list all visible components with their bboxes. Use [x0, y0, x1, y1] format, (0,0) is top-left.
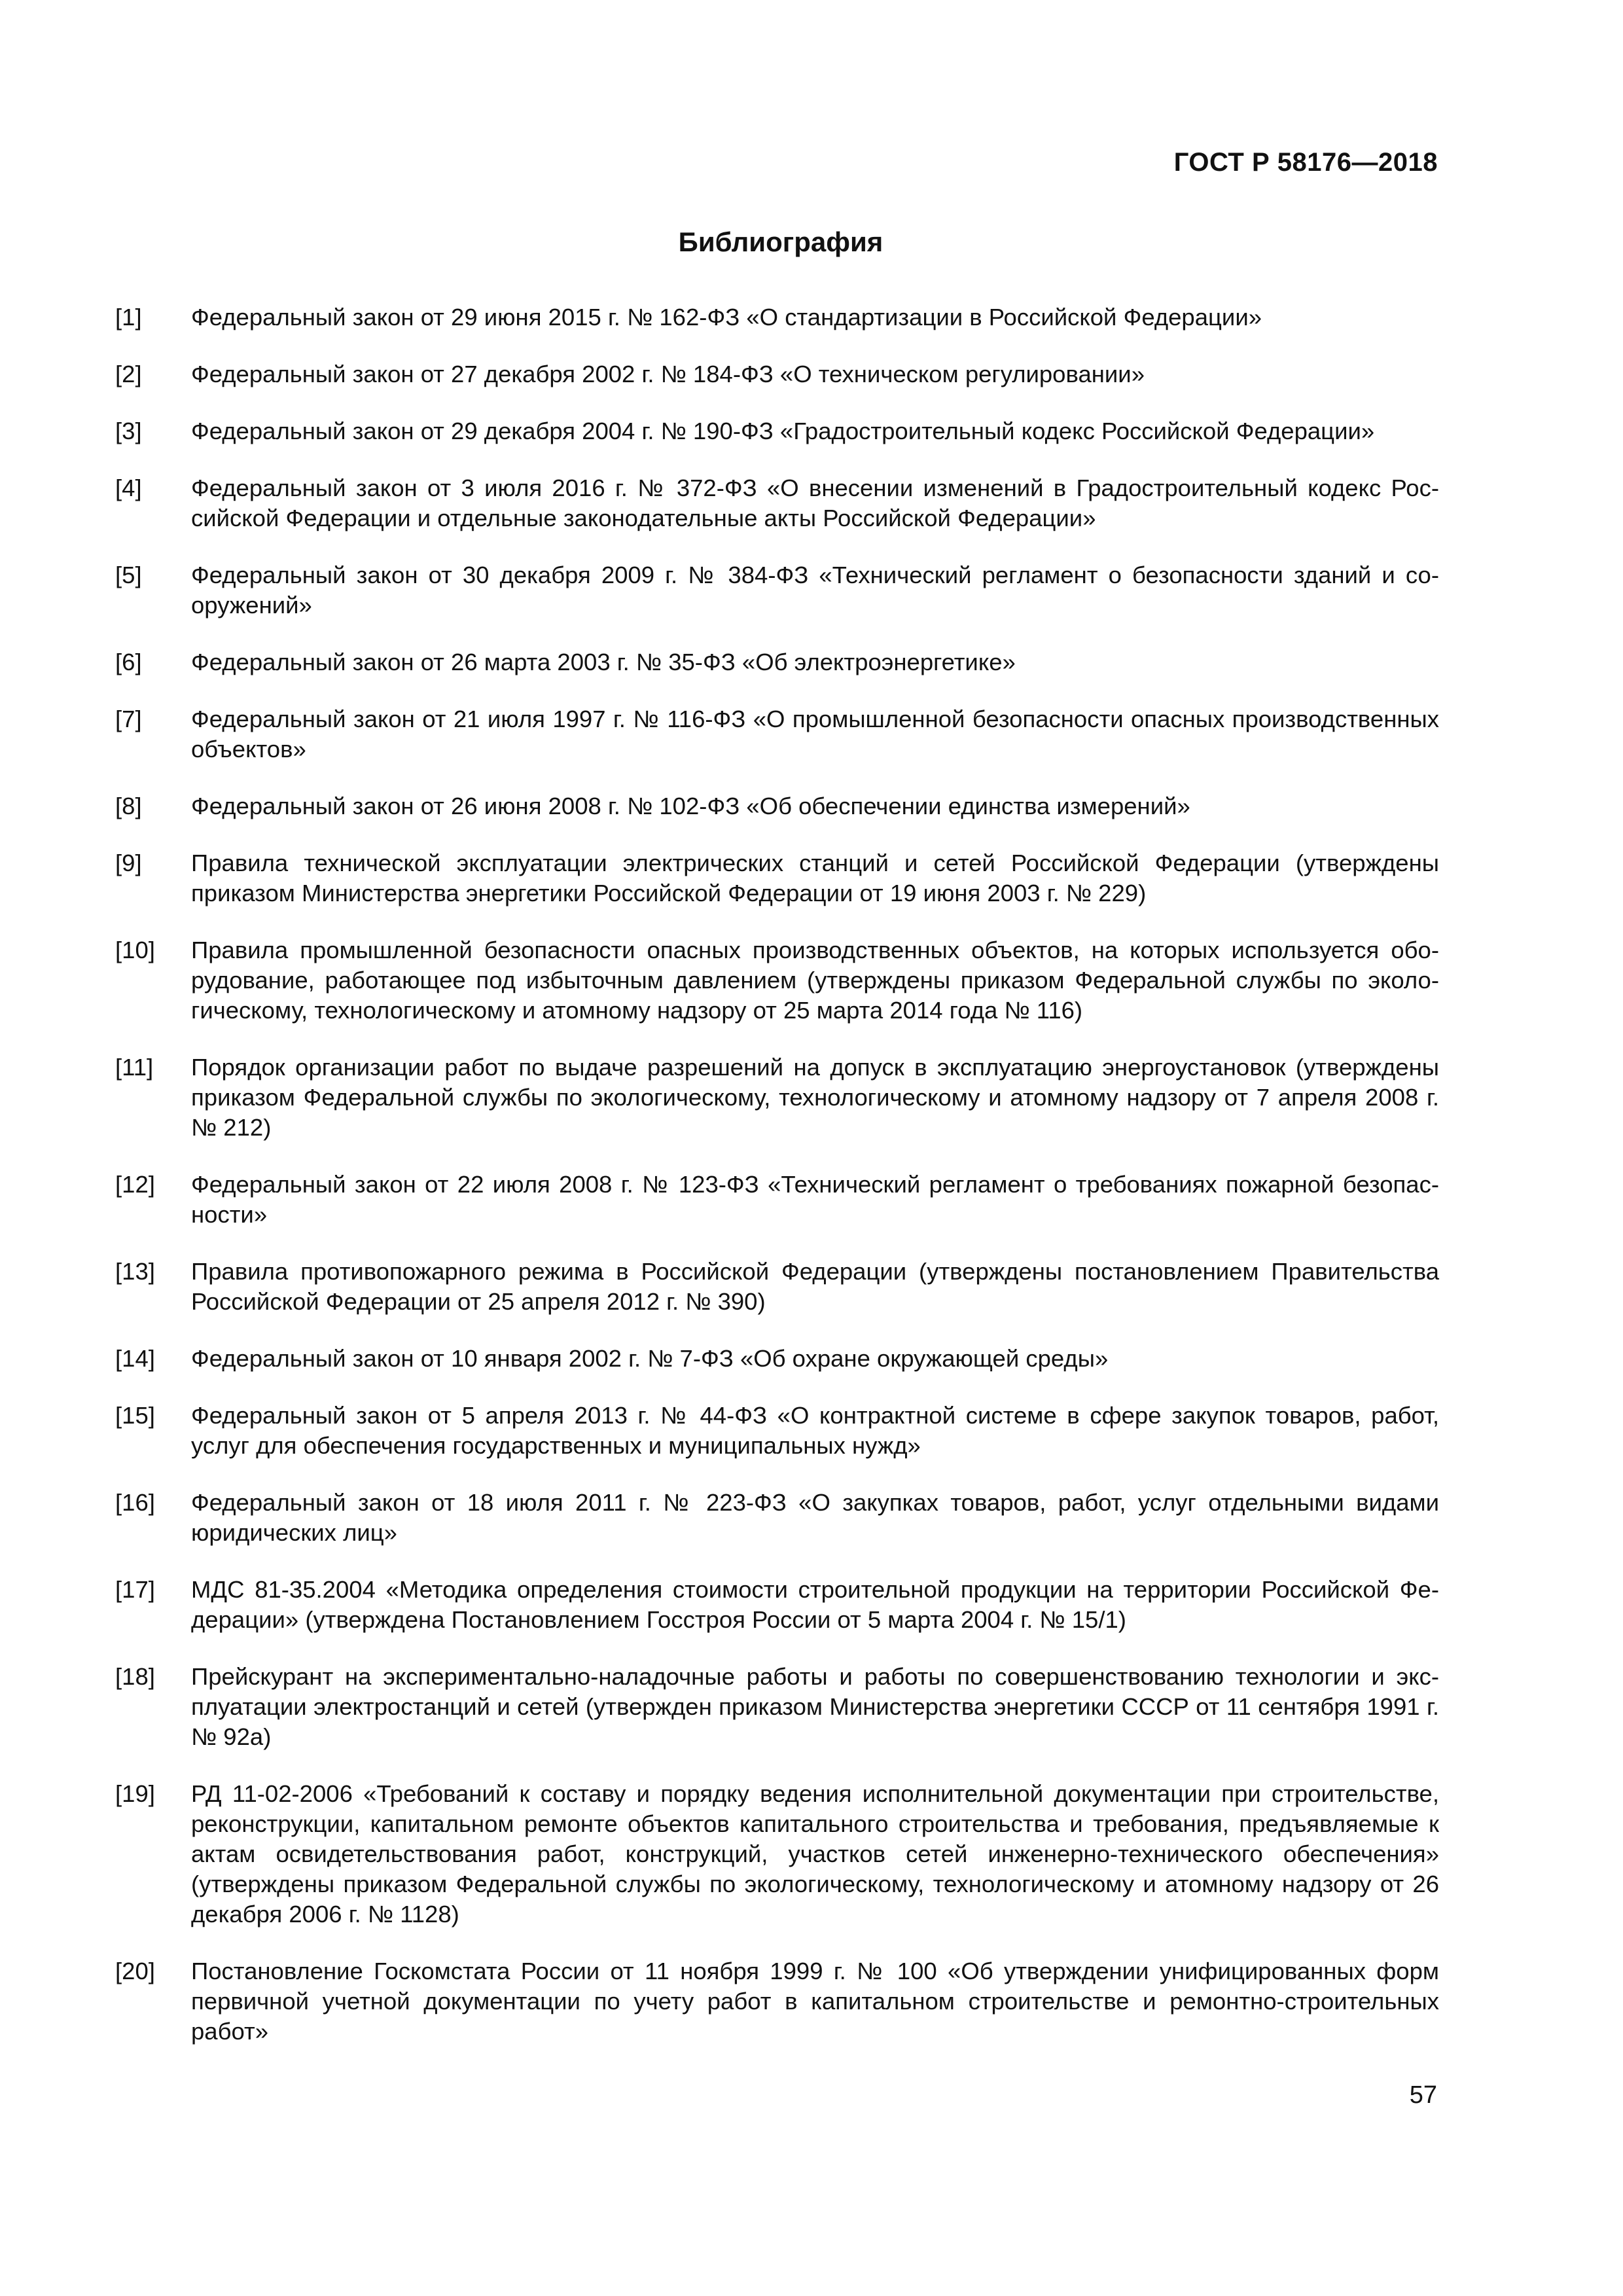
entry-number: [2] — [115, 361, 142, 387]
bibliography-entry — [115, 473, 1439, 533]
entry-text: Федеральный закон от 29 декабря 2004 г. № 190-ФЗ «Градостроительный кодекс Российской Федерации» — [191, 418, 1375, 444]
entry-number: [20] — [115, 1958, 155, 1984]
entry-text: Постановление Госкомстата России от 11 ноября 1999 г. № 100 «Об утверждении унифицированных форм первичной учетной документации по учету работ в капитальном строительстве и ремонтно-строительных работ» — [191, 1958, 1439, 2045]
entry-text: Федеральный закон от 30 декабря 2009 г. № 384-ФЗ «Технический регламент о безопасности зданий и сооружений» — [191, 562, 1439, 619]
entry-text: Правила технической эксплуатации электрических станций и сетей Российской Федерации (утверждены приказом Министерства энергетики Российской Федерации от 19 июня 2003 г. № 229) — [191, 850, 1439, 906]
entry-text: Федеральный закон от 3 июля 2016 г. № 372-ФЗ «О внесении изменений в Градостроительный кодекс Российской Федерации и отдельные законодательные акты Российской Федерации» — [191, 475, 1439, 531]
bibliography-entry — [115, 1344, 1439, 1374]
bibliography-entry — [115, 1052, 1439, 1143]
entry-number: [13] — [115, 1258, 155, 1285]
bibliography-entry — [115, 416, 1439, 446]
bibliography-entry — [115, 1956, 1439, 2047]
entry-text: Федеральный закон от 5 апреля 2013 г. № 44-ФЗ «О контрактной системе в сфере закупок товаров, работ, услуг для обеспечения государственных и муниципальных нужд» — [191, 1402, 1439, 1459]
entry-text: Правила противопожарного режима в Российской Федерации (утверждены постановлением Правительства Российской Федерации от 25 апреля 2012 г. № 390) — [191, 1258, 1439, 1315]
entry-number: [3] — [115, 418, 142, 444]
bibliography-entry — [115, 1779, 1439, 1929]
entry-text: Федеральный закон от 22 июля 2008 г. № 123-ФЗ «Технический регламент о требованиях пожарной безопасности» — [191, 1171, 1439, 1228]
bibliography-entry — [115, 302, 1439, 332]
entry-number: [7] — [115, 706, 142, 732]
entry-number: [8] — [115, 793, 142, 819]
entry-text: РД 11-02-2006 «Требований к составу и порядку ведения исполнительной документации при строительстве, реконструкции, капитальном ремонте объектов капитального строительства и требования, предъявляемые к актам освидетельствования работ, конструкций, участков сетей инженерно-технического обеспечения» (утверждены приказом Федеральной службы по экологическому, технологическому и атомному надзору от 26 декабря 2006 г. № 1128) — [191, 1780, 1439, 1928]
bibliography-entry — [115, 848, 1439, 908]
page-number: 57 — [1409, 2081, 1437, 2109]
bibliography-entry — [115, 647, 1439, 677]
entry-number: [6] — [115, 649, 142, 675]
bibliography-entry — [115, 704, 1439, 764]
entry-text: Федеральный закон от 27 декабря 2002 г. № 184-ФЗ «О техническом регулировании» — [191, 361, 1145, 387]
entry-text: Федеральный закон от 29 июня 2015 г. № 162-ФЗ «О стандартизации в Российской Федерации» — [191, 304, 1262, 331]
bibliography-entry — [115, 359, 1439, 389]
bibliography-entry — [115, 1170, 1439, 1230]
entry-number: [17] — [115, 1576, 155, 1603]
entry-number: [16] — [115, 1489, 155, 1516]
entry-text: Федеральный закон от 21 июля 1997 г. № 116-ФЗ «О промышленной безопасности опасных производственных объектов» — [191, 706, 1439, 762]
entry-number: [18] — [115, 1663, 155, 1690]
entry-text: МДС 81-35.2004 «Методика определения стоимости строительной продукции на территории Российской Федерации» (утверждена Постановлением Госстроя России от 5 марта 2004 г. № 15/1) — [191, 1576, 1439, 1633]
bibliography-entry — [115, 935, 1439, 1026]
standard-id-header: ГОСТ Р 58176—2018 — [1173, 148, 1438, 177]
entry-number: [15] — [115, 1402, 155, 1429]
entry-text: Федеральный закон от 18 июля 2011 г. № 223-ФЗ «О закупках товаров, работ, услуг отдельными видами юридических лиц» — [191, 1489, 1439, 1546]
entry-number: [1] — [115, 304, 142, 331]
entry-text: Порядок организации работ по выдаче разрешений на допуск в эксплуатацию энергоустановок (утверждены приказом Федеральной службы по экологическому, технологическому и атомному надзору от 7 апреля 2008 г. № 212) — [191, 1054, 1439, 1141]
entry-text: Федеральный закон от 10 января 2002 г. № 7-ФЗ «Об охране окружающей среды» — [191, 1345, 1109, 1372]
entry-text: Правила промышленной безопасности опасных производственных объектов, на которых используется оборудование, работающее под избыточным давлением (утверждены приказом Федеральной службы по экологическому, технологическому и атомному надзору от 25 марта 2014 года № 116) — [191, 937, 1439, 1024]
entry-number: [19] — [115, 1780, 155, 1807]
entry-number: [9] — [115, 850, 142, 876]
bibliography-entry — [115, 1257, 1439, 1317]
entry-number: [5] — [115, 562, 142, 588]
entry-text: Прейскурант на экспериментально-наладочные работы и работы по совершенствованию технологии и эксплуатации электростанций и сетей (утвержден приказом Министерства энергетики СССР от 11 сентября 1991 г. № 92а) — [191, 1663, 1439, 1750]
bibliography-entry — [115, 1401, 1439, 1461]
bibliography-list — [115, 302, 1439, 2073]
page-title: Библиография — [678, 226, 883, 257]
entry-number: [12] — [115, 1171, 155, 1198]
bibliography-entry — [115, 791, 1439, 821]
entry-number: [4] — [115, 475, 142, 501]
entry-number: [14] — [115, 1345, 155, 1372]
entry-text: Федеральный закон от 26 марта 2003 г. № 35-ФЗ «Об электроэнергетике» — [191, 649, 1016, 675]
entry-number: [11] — [115, 1054, 154, 1081]
entry-number: [10] — [115, 937, 155, 963]
entry-text: Федеральный закон от 26 июня 2008 г. № 102-ФЗ «Об обеспечении единства измерений» — [191, 793, 1190, 819]
bibliography-entry — [115, 1575, 1439, 1635]
bibliography-entry — [115, 1488, 1439, 1548]
bibliography-entry — [115, 560, 1439, 620]
bibliography-entry — [115, 1662, 1439, 1752]
